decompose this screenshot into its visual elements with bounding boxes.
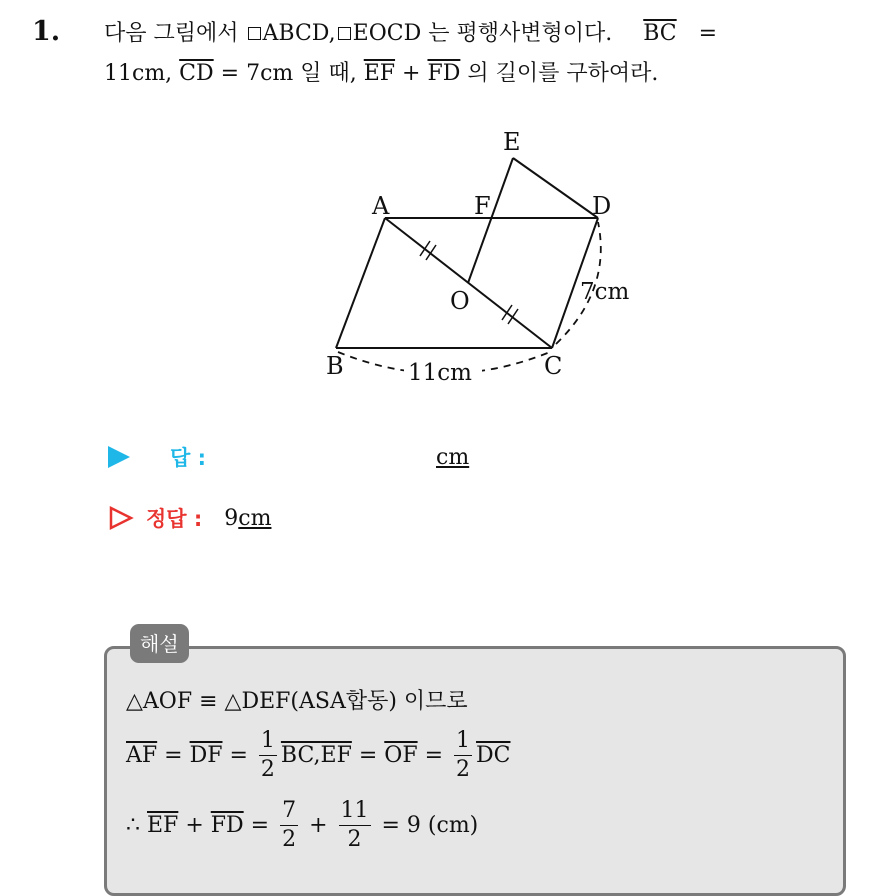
answer-row	[108, 442, 469, 472]
length-label-bc: 11cm	[408, 360, 472, 386]
length-label-cd: 7cm	[580, 279, 630, 305]
point-label-o: O	[450, 287, 470, 315]
point-label-f: F	[474, 192, 491, 220]
solution-line-1: △AOF ≡ △DEF(ASA합동) 이므로	[126, 689, 468, 714]
segment-e-o	[468, 158, 513, 283]
problem-line-1: 다음 그림에서 ABCD, EOCD 는 평행사변형이다. $\overline{BC}$ =	[104, 21, 718, 46]
tick-mark	[502, 305, 512, 320]
play-filled-icon	[108, 446, 130, 468]
parallelogram-symbol	[248, 27, 261, 40]
correct-answer-unit: cm	[238, 505, 272, 531]
play-outline-icon	[108, 505, 134, 531]
problem-number: 1.	[32, 16, 61, 47]
segment-a-b	[336, 218, 385, 348]
solution-line-2: $\overline{AF}$ = $\overline{DF}$ = $\frac{1}{2}$ BC, $\overline{EF}$ = $\overline{OF}$ = $\frac{1}{2}$ $\overline{DC}$	[126, 728, 511, 782]
segment-cd: $\overline{CD}$	[179, 61, 214, 86]
segment-ef: $\overline{EF}$	[363, 61, 396, 86]
correct-answer-label: 정답 :	[146, 507, 203, 531]
problem-line-2: 11cm, $\overline{CD} = 7cm$ 일 때, $\overline{EF} + \overline{FD}$ 의 길이를 구하여라.	[104, 61, 659, 86]
point-label-c: C	[544, 352, 563, 380]
fraction-seven-halves: $\frac{7}{2}$	[282, 798, 297, 852]
segment-fd: $\overline{FD}$	[427, 61, 461, 86]
point-label-e: E	[503, 128, 521, 156]
solution-line-3: ∴ $\overline{EF}$ + $\overline{FD}$ = $\frac{7}{2}$ + $\frac{11}{2}$ = 9 (cm)	[126, 798, 479, 852]
problem-text: 다음 그림에서	[104, 21, 246, 46]
parallelogram-symbol	[338, 27, 351, 40]
point-label-a: A	[372, 192, 390, 220]
fraction-eleven-halves: $\frac{11}{2}$	[340, 798, 369, 852]
solution-tag: 해설	[130, 624, 189, 663]
answer-label: 답 :	[170, 446, 206, 470]
answer-unit: cm	[436, 444, 470, 470]
point-label-b: B	[326, 352, 344, 380]
tick-mark	[508, 309, 518, 324]
correct-answer-row	[108, 503, 271, 533]
segment-bc: $\overline{BC}$	[643, 21, 677, 46]
correct-answer-value: 9	[224, 505, 239, 531]
geometry-figure	[300, 120, 680, 395]
segment-e-d	[513, 158, 598, 218]
point-label-d: D	[592, 192, 612, 220]
tick-mark	[420, 241, 430, 256]
fraction-half: $\frac{1}{2}$	[260, 728, 275, 782]
fraction-half: $\frac{1}{2}$	[456, 728, 471, 782]
